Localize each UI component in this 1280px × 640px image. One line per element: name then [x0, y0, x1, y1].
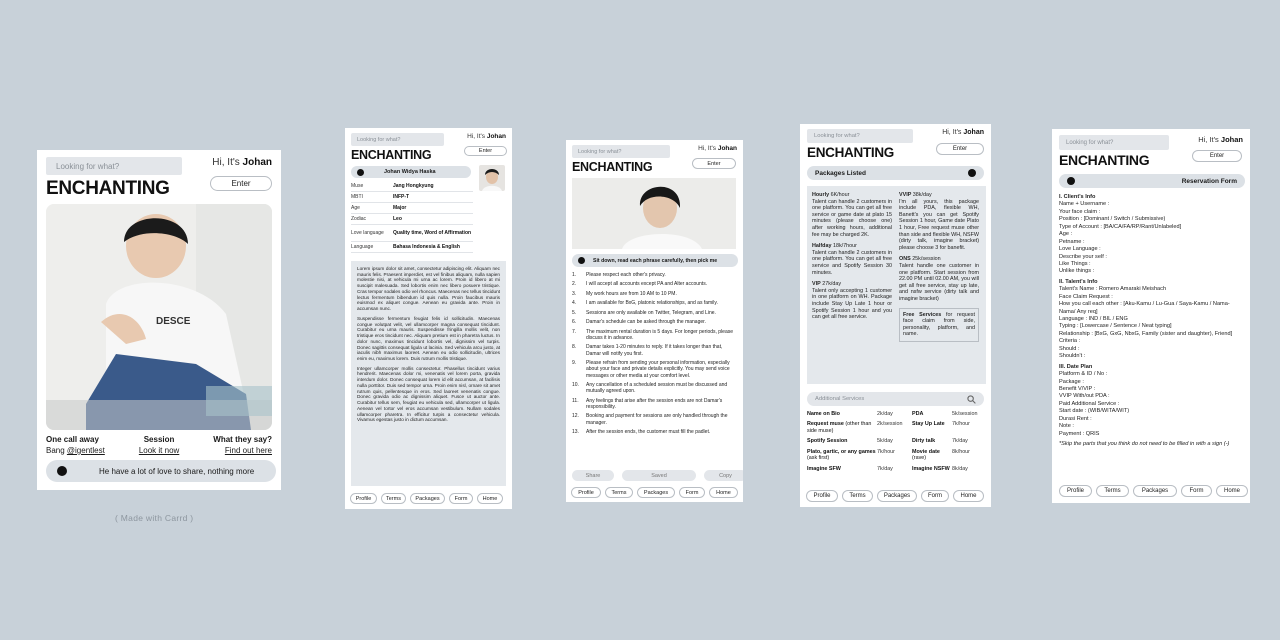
packages-right-column	[899, 192, 979, 378]
nav-form[interactable]: Form	[449, 493, 473, 504]
list-item: 7. The maximum rental duration is 5 days. For longer periods, please discuss it in advance.	[572, 328, 734, 341]
shirt-print: DESCE	[156, 316, 191, 327]
nav-packages[interactable]: Packages	[877, 490, 917, 502]
greeting: Hi, It's Johan	[212, 157, 272, 168]
packages-left-column	[812, 192, 892, 378]
nav-bar	[571, 487, 738, 498]
package-halfday: Halfday 18k/7hour Talent can handle 2 customers in one platform. You can get all free service and Spotify Session 30 minutes.	[812, 243, 892, 276]
made-with-label[interactable]: ( Made with Carrd )	[115, 513, 194, 523]
table-row: Zodiac Leo	[351, 214, 473, 225]
reservation-form-text: I. Client's Info Name + Username : Your face claim : Position : [Dominant / Switch / Submissive) Type of Account : [BA/CA/FA/RP/Rant/Unlabeled] Age : Petname : Love Language : Describe your self : Like Things : Unlike things : II. Talent's Info Talent's Name : Romero Amaraki Meishach Face Claim Request : How you call each other : [Aku-Kamu / Lu-Gua / Saya-Kamu / Nama-Nama/ Any req] Language : IND / BIL / ENG Typing : [Lowercase / Sentence / Neat typing] Relationship : [BxG, GxG, NbxG, Family (sister and daughter), Friend] Criteria : Should : Shouldn't : III. Date Plan Platform & ID / No : Package : Benefit V/VIP : VVIP With/out PDA : Paid Additional Service : Start date : (WIB/WITA/WIT) Durasi Rent : Note : Payment : QRIS *Skip the parts that you think do not need to be filled in with a sign (-)	[1059, 194, 1233, 447]
additional-services-table	[807, 411, 987, 476]
search-input[interactable]: Looking for what?	[572, 145, 670, 158]
table-row: Imagine SFW 7k/day Imagine NSFW 8k/day	[807, 465, 968, 472]
saved-button[interactable]: Saved	[622, 470, 696, 481]
brand-title: ENCHANTING	[807, 145, 894, 160]
search-icon	[967, 395, 976, 404]
greeting: Hi, It's Johan	[698, 145, 737, 152]
list-item: 4. I am available for BxG, platonic relationships, and as family.	[572, 300, 718, 307]
nav-profile[interactable]: Profile	[806, 490, 838, 502]
profile-table	[351, 181, 473, 253]
nav-form[interactable]: Form	[679, 487, 705, 498]
nav-home[interactable]: Home	[953, 490, 984, 502]
search-input[interactable]: Looking for what?	[1059, 135, 1169, 150]
list-item: 2. I will accept all accounts except PA and Alter accounts.	[572, 281, 708, 288]
nav-bar	[806, 490, 984, 502]
nav-terms[interactable]: Terms	[605, 487, 633, 498]
nav-terms[interactable]: Terms	[1096, 485, 1129, 497]
table-row: Spotify Session 5k/day Dirty talk 7k/day	[807, 438, 968, 445]
list-item: 12. Booking and payment for sessions are only handled through the manager.	[572, 413, 728, 426]
testimony-column: What they say? Find out here	[213, 435, 272, 455]
bullet-icon	[57, 466, 67, 476]
nav-form[interactable]: Form	[921, 490, 949, 502]
list-item: 5. Sessions are only available on Twitter, Telegram, and Line.	[572, 309, 716, 316]
avatar	[479, 165, 505, 191]
search-input[interactable]: Looking for what?	[46, 157, 182, 175]
profile-card	[345, 128, 512, 509]
list-item: 10. Any cancellation of a scheduled session must be discussed and mutually agreed upon.	[572, 381, 728, 395]
list-item: 11. Any feelings that arise after the session ends are not Damar's responsibility.	[572, 397, 723, 410]
nav-terms[interactable]: Terms	[842, 490, 873, 502]
nav-home[interactable]: Home	[709, 487, 738, 498]
table-row: Name on Bio 2k/day PDA 5k/session	[807, 411, 978, 417]
packages-title-bar: Packages Listed	[807, 166, 984, 180]
package-vvip: VVIP 38k/day I'm all yours, this package include PDA, flexible WH, Banett's you can get Spotify Session 1 hour, Game date Plato 1 hour, Free request muse other than side and flexible WH, NSFW (dirty talk, imagine bracket) please choose 3 for banefit.	[899, 192, 979, 251]
brand-title: ENCHANTING	[572, 160, 653, 174]
nav-home[interactable]: Home	[477, 493, 503, 504]
list-item: 1. Please respect each other's privacy.	[572, 272, 666, 278]
table-row: Language Bahasa Indonesia & English	[351, 242, 473, 253]
banner-photo	[572, 178, 736, 249]
info-columns	[46, 435, 272, 455]
additional-services-search[interactable]: Additional Services	[807, 392, 984, 406]
bullet-icon	[968, 169, 976, 177]
copy-button[interactable]: Copy	[704, 470, 743, 481]
table-row: Love language Quality time, Word of Affirmation	[351, 225, 473, 242]
form-title-bar: Reservation Form	[1059, 174, 1245, 188]
greeting: Hi, It's Johan	[1198, 135, 1243, 144]
tagline-bar: He have a lot of love to share, nothing more	[46, 460, 276, 482]
list-item: 6. Damar's schedule can be asked through the manager.	[572, 319, 706, 326]
nav-packages[interactable]: Packages	[1133, 485, 1177, 497]
rules-list	[572, 272, 736, 438]
name-bar: Johan Widya Haska	[351, 166, 471, 178]
package-ons: ONS 25k/session Talent handle one customer in one platform. Start session from 22.00 PM until 02.00 AM, you will get all free service, stay up late, and nsfw service (dirty talk and imagine bracket)	[899, 256, 979, 302]
contact-link[interactable]: @igentlest	[66, 446, 105, 455]
enter-button[interactable]: Enter	[464, 146, 507, 156]
home-card	[37, 150, 281, 490]
action-bar	[572, 470, 743, 481]
package-vip: VIP 27k/day Talent only accepting 1 customer in one platform on WH. Package include Stay Up Late 1 hour or Spotify Session 1 hour and you can get all free service.	[812, 281, 892, 321]
greeting: Hi, It's Johan	[467, 133, 506, 140]
nav-terms[interactable]: Terms	[381, 493, 406, 504]
session-column: Session Look it now	[138, 435, 180, 455]
bio-text: Lorem ipsum dolor sit amet, consectetur adipiscing elit. Aliquam nec mauris felis. Praesent imperdiet, est vel finibus aliquam, nulla sapien molestie nisi, at vehicula mi urna ac lorem. Proin id libero at mi suscipit malesuada. Sed lobortis enim nec libero posuere tristique. Cras tempor sodales odio vel rhoncus. Maecenas nec tellus tincidunt lectus fermentum bibendum id quis nulla. Proin faucibus mauris euismod ex aliquet congue. Aenean eu gravida ante. Proin in accumsan nunc. Suspendisse fermentum feugiat felis id sollicitudin. Maecenas congue volutpat velit, vel ullamcorper magna consequat tincidunt. Curabitur eu urna mauris. Suspendisse fringilla mollis velit, non tristique eros tincidunt nec. Aliquam pretium est in pharetra luctus. In dolor nunc, maximus tincidunt lobortis vel, dignissim vel turpis. Donec sagittis consequat ligula ut lacinia. Sed vehicula arcu justo, at iaculis nibh maximus laoreet. Aenean eu odio sollicitudin, ultrices enim eu, maximus lorem. Duis rutrum mollis tristique. Integer ullamcorper mollis consectetur. Phasellus tincidunt varius hendrerit. Maecenas dolor mi, venenatis vel lorem porta, gravida interdum dolor. Donec consequat lorem id elit accumsan, at facilisis nulla porttitor. Duis sed tempor urna. Proin enim nisl, ornare sit amet rutrum quis, pellentesque in eros. Sed laoreet venenatis congue. Donec gravida odio ac dignissim aliquet. Fusce ut auctor ante. Curabitur tellus sem, feugiat eu vehicula sed, ullamcorper ut ligula. Aenean vel tortor vel eros accumsan vestibulum. Nullam sodales ullamcorper pharetra. In efficitur turpis a consectetur vehicula. Vivamus egestas justo in dictum accumsan.	[351, 261, 506, 486]
search-input[interactable]: Looking for what?	[807, 129, 913, 143]
terms-card	[566, 140, 743, 502]
enter-button[interactable]: Enter	[210, 176, 272, 191]
table-row: Muse Jang Hongkyung	[351, 181, 473, 192]
share-button[interactable]: Share	[572, 470, 614, 481]
list-item: 3. My work hours are from 10 AM to 10 PM.	[572, 290, 677, 297]
enter-button[interactable]: Enter	[1192, 150, 1242, 162]
list-item: 13. After the session ends, the customer must fill the padlet.	[572, 429, 711, 435]
package-hourly: Hourly 6K/hour Talent can handle 2 customers in one platform. You can get all free service or game date at plato 15 minutes (please choose one) after working hours, additional fee may be charged 2K.	[812, 192, 892, 238]
instruction-bar: Sit down, read each phrase carefully, then pick me	[572, 254, 738, 267]
nav-profile[interactable]: Profile	[571, 487, 601, 498]
nav-packages[interactable]: Packages	[410, 493, 445, 504]
table-row: Plato, gartic, or any games (ask first) 7k/hour Movie date (rave) 8k/hour	[807, 448, 970, 462]
nav-packages[interactable]: Packages	[637, 487, 675, 498]
greeting: Hi, It's Johan	[942, 129, 984, 136]
search-input[interactable]: Looking for what?	[351, 133, 444, 146]
list-item: 9. Please refrain from sending your personal information, especially about your face and private details explicitly. You may send voice messages or other media at your comfort level.	[572, 360, 730, 379]
nav-profile[interactable]: Profile	[1059, 485, 1092, 497]
profile-photo	[46, 204, 272, 430]
enter-button[interactable]: Enter	[936, 143, 984, 155]
nav-bar	[350, 493, 503, 504]
nav-bar	[1059, 485, 1248, 497]
reservation-card	[1052, 129, 1250, 503]
nav-home[interactable]: Home	[1216, 485, 1248, 497]
packages-card	[800, 124, 991, 507]
brand-title: ENCHANTING	[351, 148, 432, 162]
enter-button[interactable]: Enter	[692, 158, 736, 169]
bullet-icon	[1067, 177, 1075, 185]
session-link[interactable]: Look it now	[138, 446, 180, 455]
nav-form[interactable]: Form	[1181, 485, 1212, 497]
brand-title: ENCHANTING	[46, 178, 170, 199]
table-row: MBTI INFP-T	[351, 192, 473, 203]
brand-title: ENCHANTING	[1059, 152, 1150, 168]
call-column: One call away Bang @igentlest	[46, 435, 105, 455]
nav-profile[interactable]: Profile	[350, 493, 377, 504]
bullet-icon	[357, 169, 364, 176]
list-item: 8. Damar takes 1-20 minutes to reply. If it takes longer than that, Damar will notify you first.	[572, 344, 723, 357]
table-row: Age Major	[351, 203, 473, 214]
bullet-icon	[578, 257, 585, 264]
testimony-link[interactable]: Find out here	[224, 446, 272, 455]
table-row: Request muse (other than side muse) 2k/session Stay Up Late 7k/hour	[807, 421, 970, 434]
packages-panel	[807, 186, 986, 384]
free-services-box: Free Services for request face claim from side, personality, platform, and name.	[899, 308, 979, 342]
